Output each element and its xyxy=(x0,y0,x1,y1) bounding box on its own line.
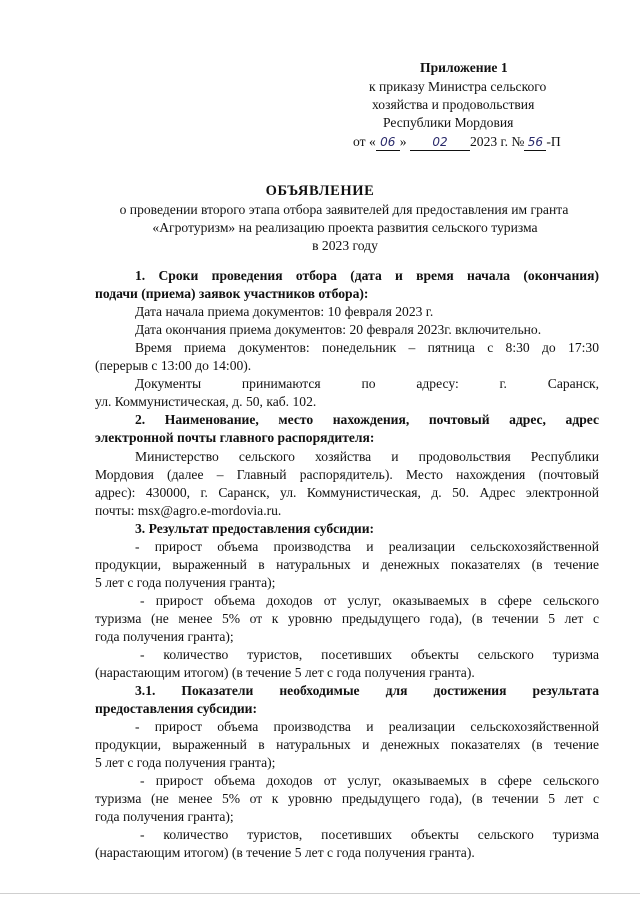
s1-heading-1: 1. Сроки проведения отбора (дата и время начала (окончания) xyxy=(135,268,599,283)
appendix-title: Приложение 1 xyxy=(420,60,508,75)
order-line-3: Республики Мордовия xyxy=(383,115,514,130)
s3-item-c-2: (нарастающим итогом) (в течение 5 лет с года получения гранта). xyxy=(95,665,475,680)
s2-paragraph-4: почты: msx@agro.e-mordovia.ru. xyxy=(95,503,282,518)
s3-item-b-3: года получения гранта); xyxy=(95,629,234,644)
s3-item-a-1: - прирост объема производства и реализации сельскохозяйственной xyxy=(135,539,599,554)
page-bottom-rule xyxy=(0,893,640,894)
s31-heading-1: 3.1. Показатели необходимые для достижения результата xyxy=(135,683,599,698)
s2-heading-1: 2. Наименование, место нахождения, почтовый адрес, адрес xyxy=(135,412,599,427)
s1-hours-2: (перерыв с 13:00 до 14:00). xyxy=(95,358,252,373)
order-number: 56 xyxy=(524,134,546,151)
s31-item-b-2: туризма (не менее 5% от к уровню предыдущего года), (в течении 5 лет с xyxy=(95,791,599,806)
s3-item-b-1: - прирост объема доходов от услуг, оказываемых в сфере сельского xyxy=(140,593,599,608)
s2-paragraph-1: Министерство сельского хозяйства и продовольствия Республики xyxy=(135,449,599,464)
s31-item-c-1: - количество туристов, посетивших объекты сельского туризма xyxy=(140,827,599,842)
title-sub-3: в 2023 году xyxy=(312,238,378,253)
date-prefix: от « xyxy=(353,134,376,149)
s1-address-2: ул. Коммунистическая, д. 50, каб. 102. xyxy=(95,394,317,409)
document-title: ОБЪЯВЛЕНИЕ xyxy=(265,183,375,199)
s3-heading: 3. Результат предоставления субсидии: xyxy=(135,521,375,536)
order-suffix: -П xyxy=(546,134,561,149)
s31-item-a-1: - прирост объема производства и реализации сельскохозяйственной xyxy=(135,719,599,734)
s31-heading-2: предоставления субсидии: xyxy=(95,701,258,716)
s31-item-a-2: продукции, выраженный в натуральных и денежных показателях (в течение xyxy=(95,737,599,752)
s2-paragraph-2: Мордовия (далее – Главный распорядитель). Место нахождения (почтовый xyxy=(95,467,599,482)
s1-start-date: Дата начала приема документов: 10 февраля 2023 г. xyxy=(135,304,434,319)
date-year: 2023 г. № xyxy=(469,134,525,149)
date-mid: » xyxy=(399,134,407,149)
s1-end-date: Дата окончания приема документов: 20 февраля 2023г. включительно. xyxy=(135,322,542,337)
s3-item-a-2: продукции, выраженный в натуральных и денежных показателях (в течение xyxy=(95,557,599,572)
date-day: 06 xyxy=(376,134,400,151)
s3-item-a-3: 5 лет с года получения гранта); xyxy=(95,575,276,590)
title-sub-1: о проведении второго этапа отбора заявителей для предоставления им гранта xyxy=(119,202,569,217)
date-month: 02 xyxy=(410,134,470,151)
s1-address-1: Документы принимаются по адресу: г. Саранск, xyxy=(135,376,599,391)
order-line-2: хозяйства и продовольствия xyxy=(372,97,535,112)
s31-item-c-2: (нарастающим итогом) (в течение 5 лет с года получения гранта). xyxy=(95,845,475,860)
s3-item-b-2: туризма (не менее 5% от к уровню предыдущего года), (в течении 5 лет с xyxy=(95,611,599,626)
s1-heading-2: подачи (приема) заявок участников отбора): xyxy=(95,286,369,301)
s31-item-b-3: года получения гранта); xyxy=(95,809,234,824)
s1-hours-1: Время приема документов: понедельник – пятница с 8:30 до 17:30 xyxy=(135,340,599,355)
s31-item-a-3: 5 лет с года получения гранта); xyxy=(95,755,276,770)
s3-item-c-1: - количество туристов, посетивших объекты сельского туризма xyxy=(140,647,599,662)
order-line-1: к приказу Министра сельского xyxy=(369,79,547,94)
order-date-line xyxy=(353,134,561,151)
s2-heading-2: электронной почты главного распорядителя: xyxy=(95,430,375,445)
title-sub-2: «Агротуризм» на реализацию проекта развития сельского туризма xyxy=(152,220,538,235)
s31-item-b-1: - прирост объема доходов от услуг, оказываемых в сфере сельского xyxy=(140,773,599,788)
s2-paragraph-3: адрес): 430000, г. Саранск, ул. Коммунистическая, д. 50. Адрес электронной xyxy=(95,485,599,500)
